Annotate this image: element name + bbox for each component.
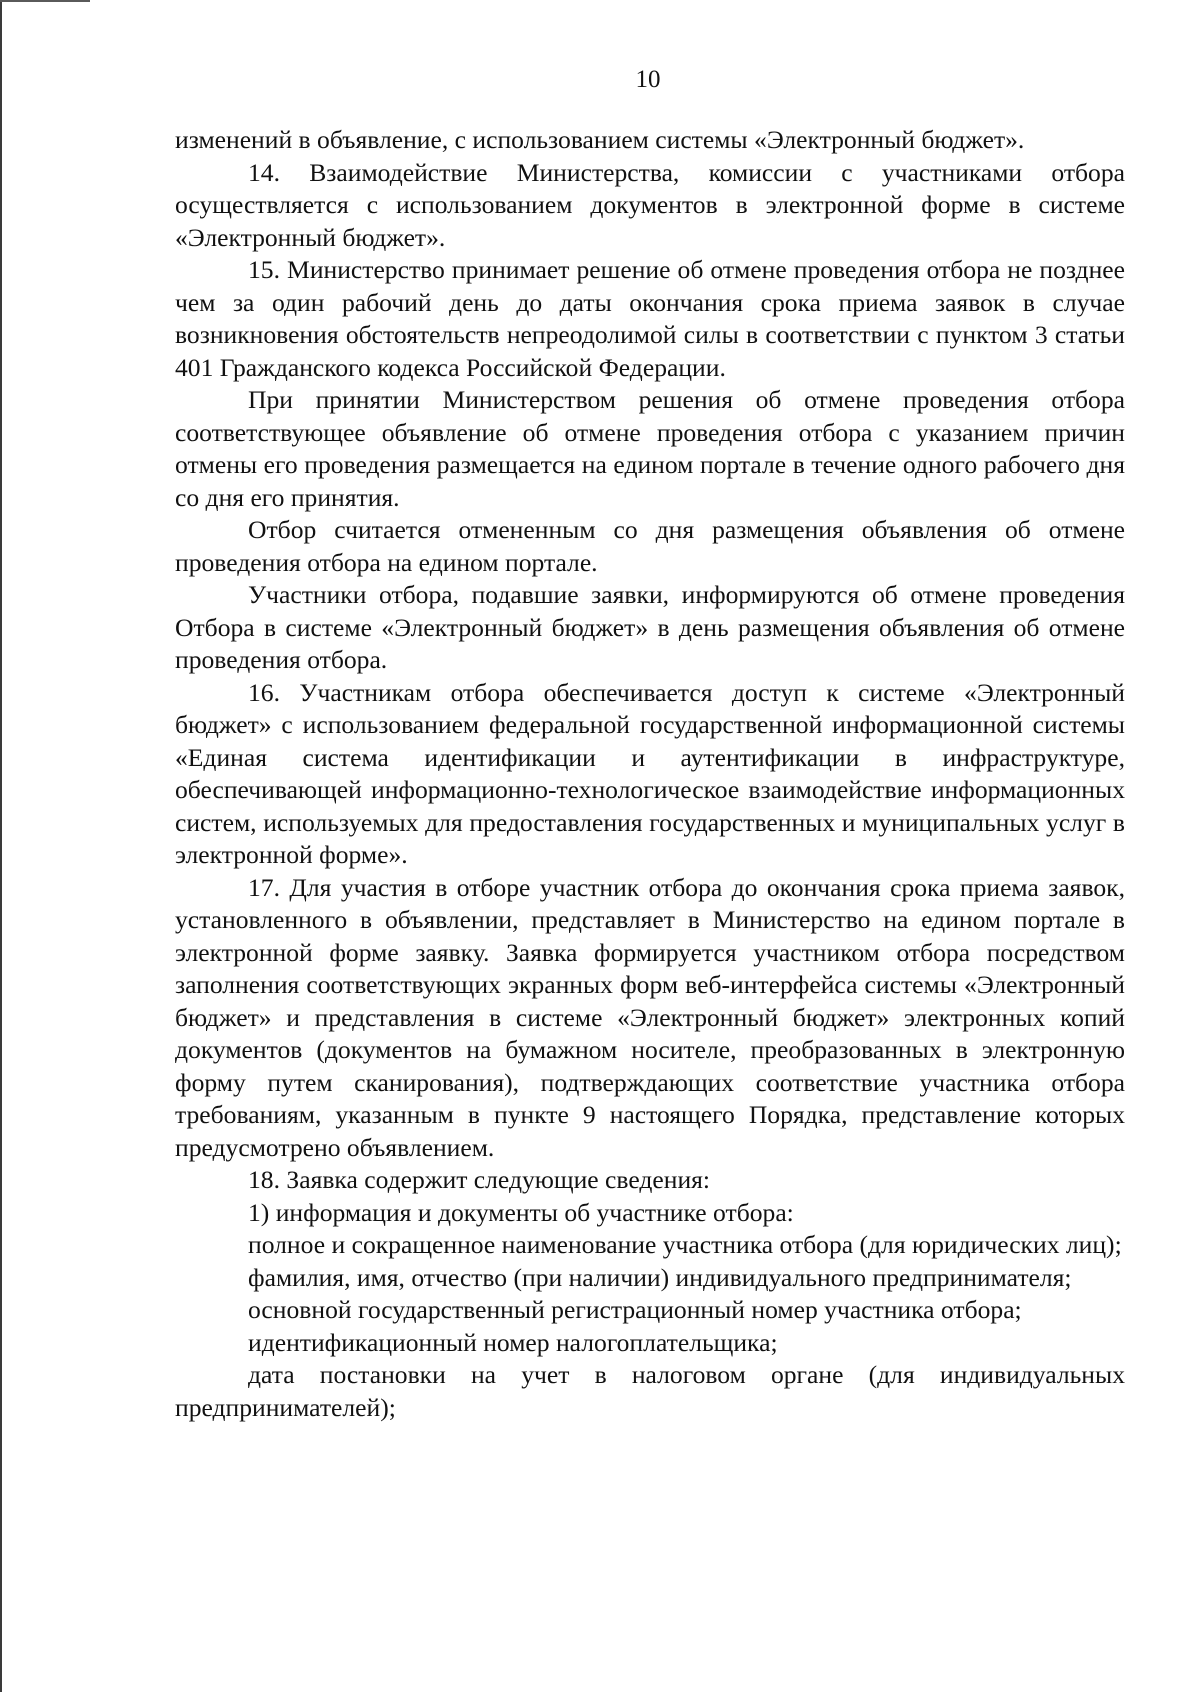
paragraph-18: 18. Заявка содержит следующие сведения: <box>248 1165 711 1194</box>
paragraph-continuation: изменений в объявление, с использованием системы «Электронный бюджет». <box>175 125 1025 154</box>
paragraph-15-participants: Участники отбора, подавшие заявки, информируются об отмене проведения Отбора в системе «Электронный бюджет» в день размещения объявления об отмене проведения отбора. <box>175 580 1125 674</box>
document-body <box>175 124 1125 1424</box>
paragraph-14: 14. Взаимодействие Министерства, комиссии с участниками отбора осуществляется с использованием документов в электронной форме в системе «Электронный бюджет». <box>175 157 1125 252</box>
paragraph-15-decision: При принятии Министерством решения об отмене проведения отбора соответствующее объявление об отмене проведения отбора с указанием причин отмены его проведения размещается на едином портале в течение одного рабочего дня со дня его принятия. <box>175 385 1125 512</box>
paragraph-15: 15. Министерство принимает решение об отмене проведения отбора не позднее чем за один рабочий день до даты окончания срока приема заявок в случае возникновения обстоятельств непреодолимой силы в соответствии с пунктом 3 статьи 401 Гражданского кодекса Российской Федерации. <box>175 255 1125 382</box>
paragraph-18-item-1: 1) информация и документы об участнике отбора: <box>248 1197 794 1227</box>
paragraph-17: 17. Для участия в отборе участник отбора до окончания срока приема заявок, установленного в объявлении, представляет в Министерство на едином портале в электронной форме заявку. Заявка формируется участником отбора посредством заполнения соответствующих экранных форм веб-интерфейса системы «Электронный бюджет» и представления в системе «Электронный бюджет» электронных копий документов (документов на бумажном носителе, преобразованных в электронную форму путем сканирования), подтверждающих соответствие участника отбора требованиям, указанным в пункте 9 настоящего Порядка, представление которых предусмотрено объявлением. <box>175 872 1125 1162</box>
page-number: 10 <box>635 66 661 93</box>
paragraph-15-cancelled: Отбор считается отмененным со дня размещения объявления об отмене проведения отбора на едином портале. <box>175 515 1125 577</box>
list-item-entrepreneur-name: фамилия, имя, отчество (при наличии) индивидуального предпринимателя; <box>248 1262 1072 1292</box>
paragraph-16: 16. Участникам отбора обеспечивается доступ к системе «Электронный бюджет» с использованием федеральной государственной информационной системы «Единая система идентификации и аутентификации в инфраструктуре, обеспечивающей информационно-технологическое взаимодействие информационных систем, используемых для предоставления государственных и муниципальных услуг в электронной форме». <box>175 677 1125 869</box>
scan-edge-top <box>0 0 90 2</box>
list-item-ogrn: основной государственный регистрационный номер участника отбора; <box>248 1295 1022 1324</box>
list-item-tax-registration-date: дата постановки на учет в налоговом органе (для индивидуальных предпринимателей); <box>175 1360 1125 1422</box>
scan-edge-left <box>0 0 2 1692</box>
list-item-full-name: полное и сокращенное наименование участника отбора (для юридических лиц); <box>248 1230 1122 1259</box>
list-item-inn: идентификационный номер налогоплательщика; <box>248 1327 778 1357</box>
